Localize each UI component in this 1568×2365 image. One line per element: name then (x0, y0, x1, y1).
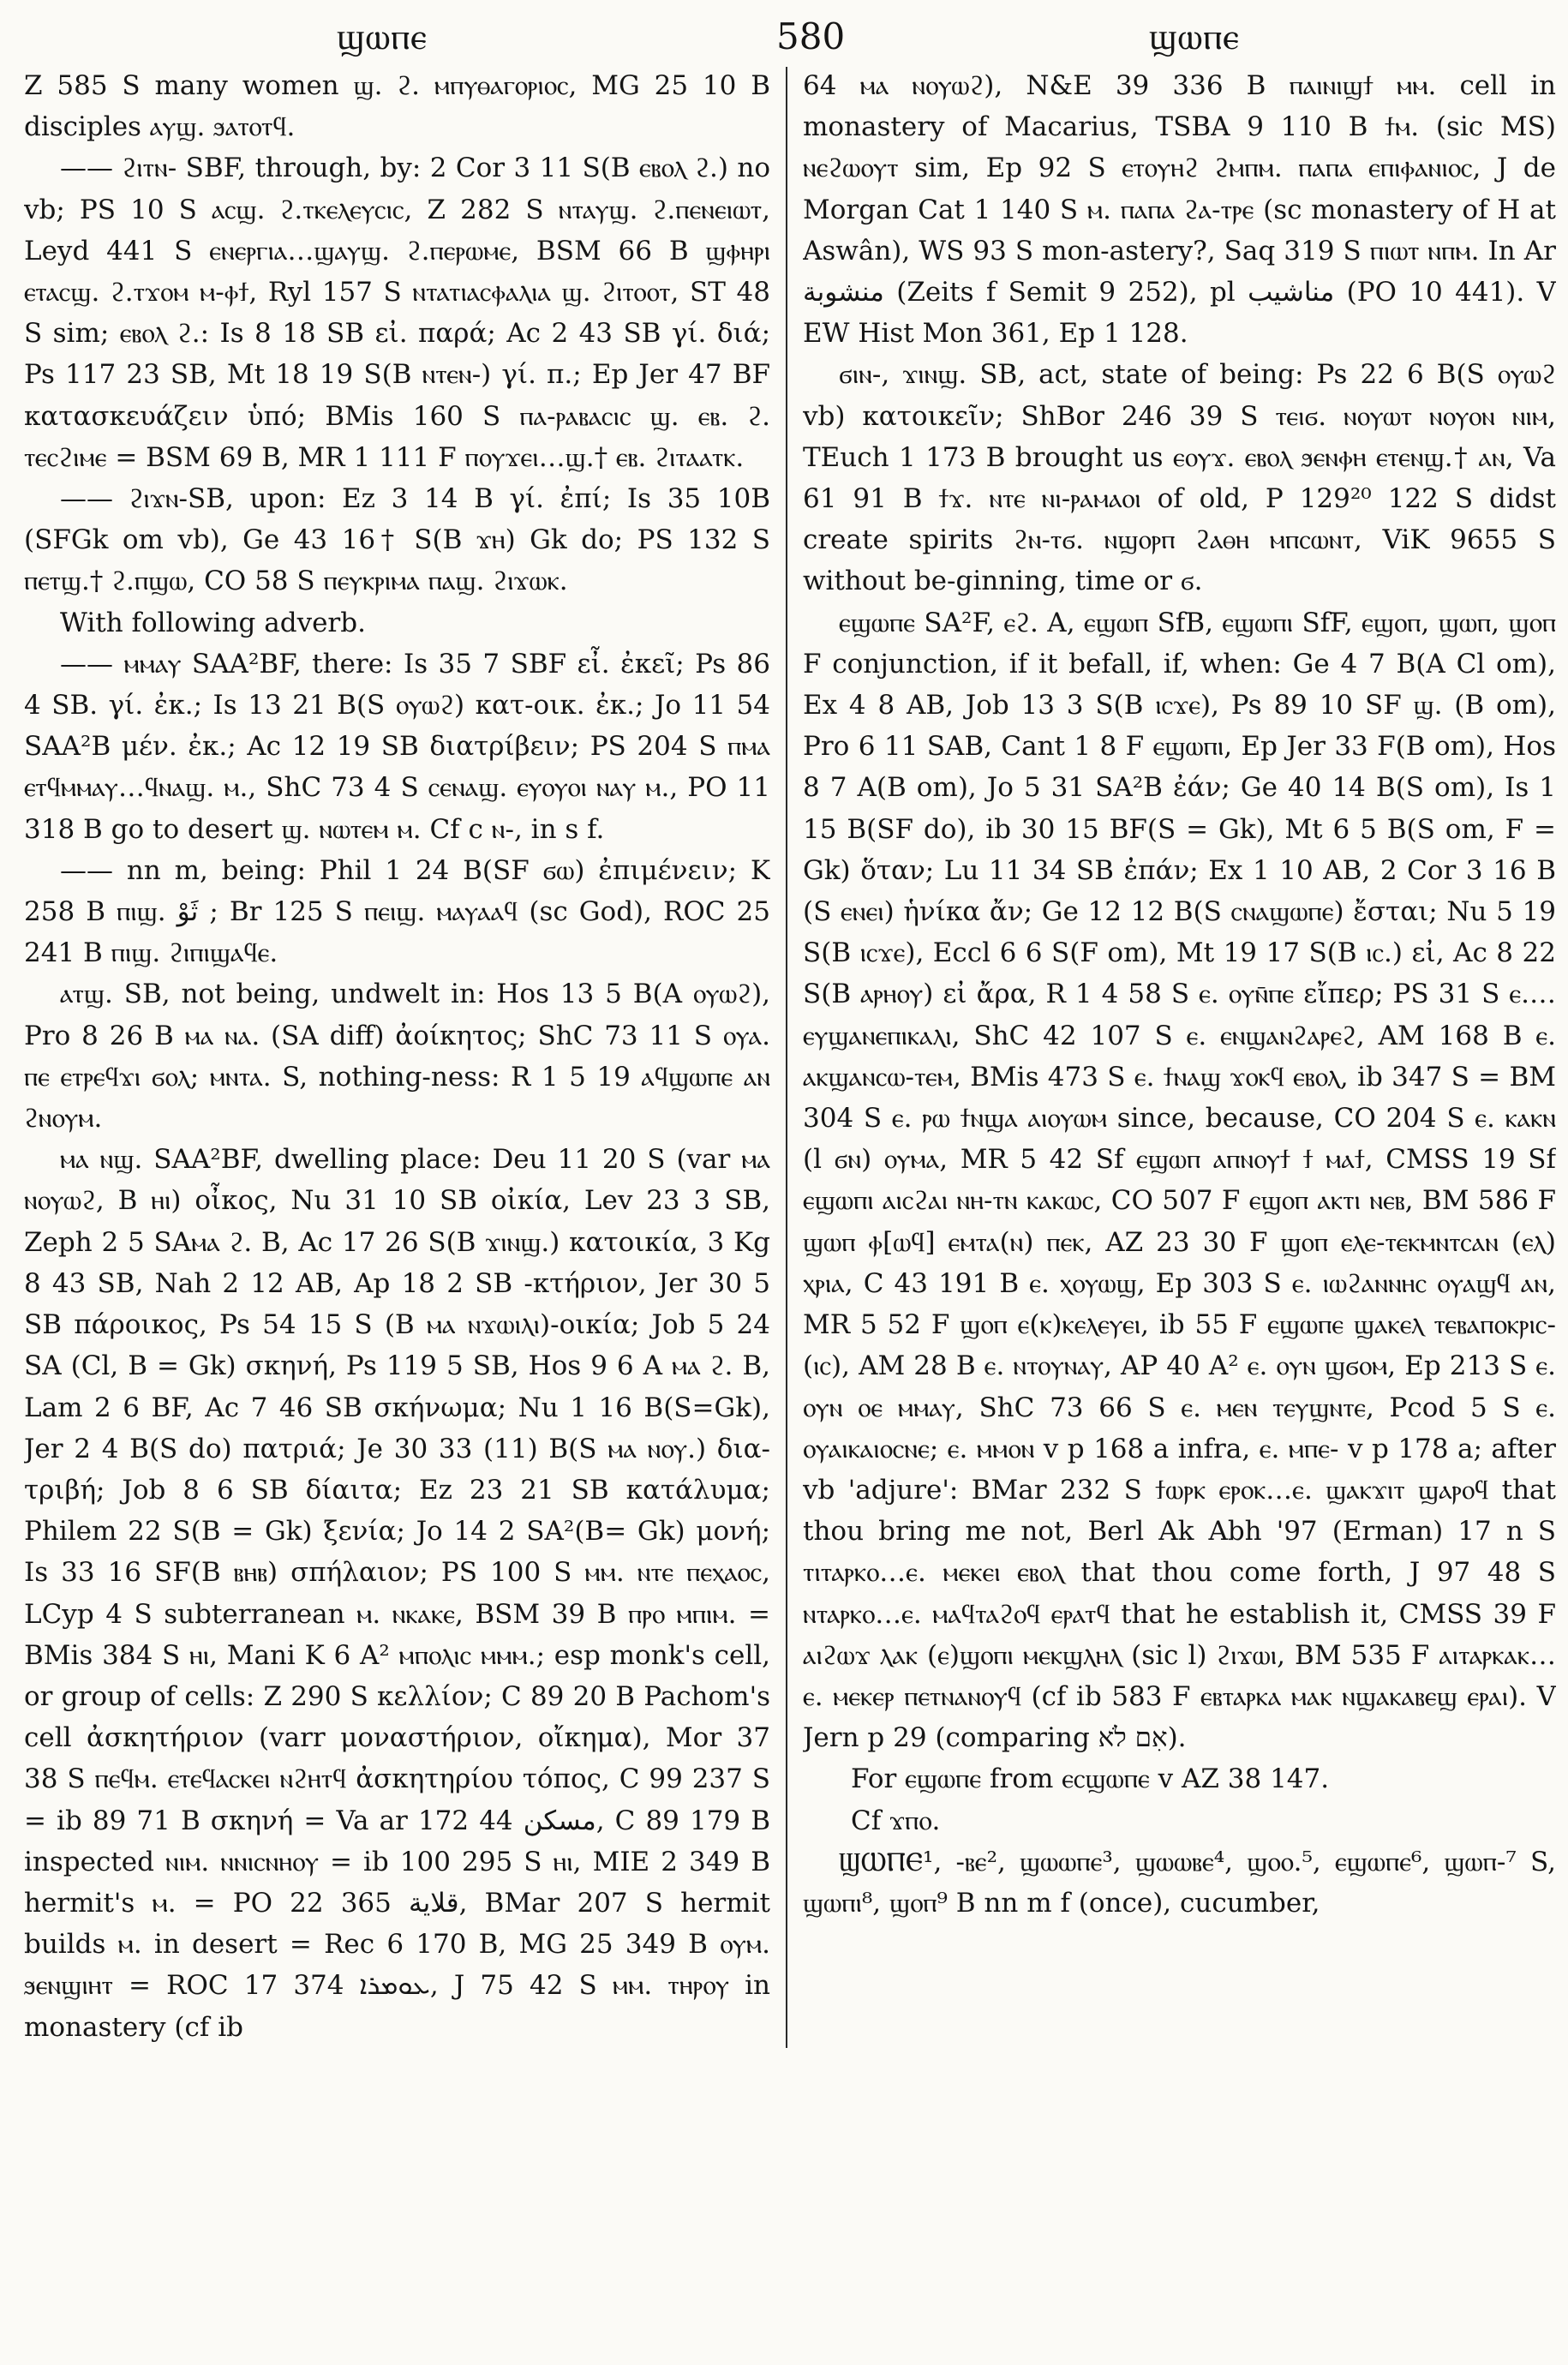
right-column (803, 65, 1556, 1924)
entry-paragraph: ⲙⲁ ⲛϣ. SAA²BF, dwelling place: Deu 11 20 S (var ⲙⲁ ⲛⲟⲩⲱϩ, B ⲏⲓ) οἶκος, Nu 31 10 SB οἰκία, Lev 23 3 SB, Zeph 2 5 SAⲙⲁ ϩ. B, Ac 17 26 S(B ϫⲓⲛϣ.) κατοικία, 3 Kg 8 43 SB, Nah 2 12 AB, Ap 18 2 SB -κτήριον, Jer 30 5 SB πάροικος, Ps 54 15 S (B ⲙⲁ ⲛϫⲱⲓⲗⲓ)-οικία; Job 5 24 SA (Cl, B = Gk) σκηνή, Ps 119 5 SB, Hos 9 6 A ⲙⲁ ϩ. B, Lam 2 6 BF, Ac 7 46 SB σκήνωμα; Nu 1 16 B(S=Gk), Jer 2 4 B(S do) πατριά; Je 30 33 (11) B(S ⲙⲁ ⲛⲟⲩ.) δια-τριβή; Job 8 6 SB δίαιτα; Ez 23 21 SB κατάλυμα; Philem 22 S(B = Gk) ξενία; Jo 14 2 SA²(B= Gk) μονή; Is 33 16 SF(B ⲃⲏⲃ) σπήλαιον; PS 100 S ⲙⲙ. ⲛⲧⲉ ⲡⲉⲭⲁⲟⲥ, LCyp 4 S subterranean ⲙ. ⲛⲕⲁⲕⲉ, BSM 39 B ⲡⲣⲟ ⲙⲡⲓⲙ. = BMis 384 S ⲏⲓ, Mani K 6 A² ⲙⲡⲟⲗⲓⲥ ⲙⲙⲙ.; esp monk's cell, or group of cells: Z 290 S κελλίον; C 89 20 B Pachom's cell ἀσκητήριον (varr μοναστήριον, οἴκημα), Mor 37 38 S ⲡⲉϥⲙ. ⲉⲧⲉϥⲁⲥⲕⲉⲓ ⲛϩⲏⲧϥ ἀσκητηρίου τόπος, C 99 237 S = ib 89 71 B σκηνή = Va ar 172 44 مسكن, C 89 179 B inspected ⲛⲓⲙ. ⲛⲛⲓⲥⲛⲏⲟⲩ = ib 100 295 S ⲏⲓ, MIE 2 349 B hermit's ⲙ. = PO 22 365 قلاية, BMar 207 S hermit builds ⲙ. in desert = Rec 6 170 B, MG 25 349 B ⲟⲩⲙ. ϧⲉⲛϣⲓⲏⲧ = ROC 17 374 ܥܘܡܪܐ, J 75 42 S ⲙⲙ. ⲧⲏⲣⲟⲩ in monastery (cf ib (24, 1144, 771, 2043)
columns (24, 65, 1556, 2048)
column-divider (786, 67, 787, 2048)
entry-paragraph: For ⲉϣⲱⲡⲉ from ⲉⲥϣⲱⲡⲉ v AZ 38 147. (851, 1763, 1330, 1795)
header-right-title: ϣⲱⲡⲉ (1149, 15, 1240, 57)
entry-paragraph: With following adverb. (60, 607, 366, 638)
entry-paragraph: Cf ϫⲡⲟ. (851, 1805, 941, 1836)
page-header (24, 9, 1556, 65)
entry-paragraph: —— ϩⲓϫⲛ-SB, upon: Ez 3 14 B γί. ἐπί; Is 35 10B (SFGk om vb), Ge 43 16† S(B ϫⲏ) Gk do; PS 132 S ⲡⲉⲧϣ.† ϩ.ⲡϣⲱ, CO 58 S ⲡⲉⲩⲕⲣⲓⲙⲁ ⲡⲁϣ. ϩⲓϫⲱⲕ. (24, 483, 771, 597)
entry-paragraph: Z 585 S many women ϣ. ϩ. ⲙⲡⲩⲑⲁⲅⲟⲣⲓⲟⲥ, MG 25 10 B disciples ⲁⲩϣ. ϧⲁⲧⲟⲧϥ. (24, 70, 771, 143)
entry-paragraph: ϭⲓⲛ-, ϫⲓⲛϣ. SB, act, state of being: Ps 22 6 B(S ⲟⲩⲱϩ vb) κατοικεῖν; ShBor 246 39 S ⲧⲉⲓϭ. ⲛⲟⲩⲱⲧ ⲛⲟⲩⲟⲛ ⲛⲓⲙ, TEuch 1 173 B brought us ⲉⲟⲩϫ. ⲉⲃⲟⲗ ϧⲉⲛⲫⲏ ⲉⲧⲉⲛϣ.† ⲁⲛ, Va 61 91 B ϯϫ. ⲛⲧⲉ ⲛⲓ-ⲣⲁⲙⲁⲟⲓ of old, P 129²⁰ 122 S didst create spirits ϩⲛ-ⲧϭ. ⲛϣⲟⲣⲡ ϩⲁⲑⲏ ⲙⲡⲥⲱⲛⲧ, ViK 9655 S without be-ginning, time or ϭ. (803, 359, 1556, 597)
entry-paragraph: —— ϩⲓⲧⲛ- SBF, through, by: 2 Cor 3 11 S(B ⲉⲃⲟⲗ ϩ.) no vb; PS 10 S ⲁⲥϣ. ϩ.ⲧⲕⲉⲗⲉⲩⲥⲓⲥ, Z 282 S ⲛⲧⲁⲩϣ. ϩ.ⲡⲉⲛⲉⲓⲱⲧ, Leyd 441 S ⲉⲛⲉⲣⲅⲓⲁ…ϣⲁⲩϣ. ϩ.ⲡⲉⲣⲱⲙⲉ, BSM 66 B ϣⲫⲏⲣⲓ ⲉⲧⲁⲥϣ. ϩ.ⲧϫⲟⲙ ⲙ-ⲫϯ, Ryl 157 S ⲛⲧⲁⲧⲓⲁⲥⲫⲁⲗⲓⲁ ϣ. ϩⲓⲧⲟⲟⲧ, ST 48 S sim; ⲉⲃⲟⲗ ϩ.: Is 8 18 SB εἰ. παρά; Ac 2 43 SB γί. διά; Ps 117 23 SB, Mt 18 19 S(B ⲛⲧⲉⲛ-) γί. π.; Ep Jer 47 BF κατασκευάζειν ὑπό; BMis 160 S ⲡⲁ-ⲣⲁⲃⲁⲥⲓⲥ ϣ. ⲉⲃ. ϩ. ⲧⲉⲥϩⲓⲙⲉ = BSM 69 B, MR 1 111 F ⲡⲟⲩϫⲉⲓ…ϣ.† ⲉⲃ. ϩⲓⲧⲁⲁⲧⲕ. (24, 153, 771, 473)
entry-paragraph: ⲉϣⲱⲡⲉ SA²F, ⲉϩ. A, ⲉϣⲱⲡ SfB, ⲉϣⲱⲡⲓ SfF, ⲉϣⲟⲡ, ϣⲱⲡ, ϣⲟⲡ F conjunction, if it befall, if, when: Ge 4 7 B(A Cl om), Ex 4 8 AB, Job 13 3 S(B ⲓⲥϫⲉ), Ps 89 10 SF ϣ. (B om), Pro 6 11 SAB, Cant 1 8 F ⲉϣⲱⲡⲓ, Ep Jer 33 F(B om), Hos 8 7 A(B om), Jo 5 31 SA²B ἐάν; Ge 40 14 B(S om), Is 1 15 B(SF do), ib 30 15 BF(S = Gk), Mt 6 5 B(S om, F = Gk) ὅταν; Lu 11 34 SB ἐπάν; Ex 1 10 AB, 2 Cor 3 16 B (S ⲉⲛⲉⲓ) ἡνίκα ἄν; Ge 12 12 B(S ⲥⲛⲁϣⲱⲡⲉ) ἔσται; Nu 5 19 S(B ⲓⲥϫⲉ), Eccl 6 6 S(F om), Mt 19 17 S(B ⲓⲥ.) εἰ, Ac 8 22 S(B ⲁⲣⲏⲟⲩ) εἰ ἄρα, R 1 4 58 S ⲉ. ⲟⲩⲛ̄ⲡⲉ εἴπερ; PS 31 S ⲉ.… ⲉⲩϣⲁⲛⲉⲡⲓⲕⲁⲗⲓ, ShC 42 107 S ⲉ. ⲉⲛϣⲁⲛϩⲁⲣⲉϩ, AM 168 B ⲉ. ⲁⲕϣⲁⲛⲥⲱ-ⲧⲉⲙ, BMis 473 S ⲉ. ϯⲛⲁϣ ϫⲟⲕϥ ⲉⲃⲟⲗ, ib 347 S = BM 304 S ⲉ. ⲣⲱ ϯⲛϣⲁ ⲁⲓⲟⲩⲱⲙ since, because, CO 204 S ⲉ. ⲕⲁⲕⲛ (l ϭⲛ) ⲟⲩⲙⲁ, MR 5 42 Sf ⲉϣⲱⲡ ⲁⲡⲛⲟⲩϯ ϯ ⲙⲁϯ, CMSS 19 Sf ⲉϣⲱⲡⲓ ⲁⲓⲥϩⲁⲓ ⲛⲏ-ⲧⲛ ⲕⲁⲕⲱⲥ, CO 507 F ⲉϣⲟⲡ ⲁⲕⲧⲓ ⲛⲉⲃ, BM 586 F ϣⲱⲡ ⲫ[ⲱϥ] ⲉⲙⲧⲁ(ⲛ) ⲡⲉⲕ, AZ 23 30 F ϣⲟⲡ ⲉⲗⲉ-ⲧⲉⲕⲙⲛⲧⲥⲁⲛ (ⲉⲗ) ⲭⲣⲓⲁ, C 43 191 B ⲉ. ⲭⲟⲩⲱϣ, Ep 303 S ⲉ. ⲓⲱϩⲁⲛⲛⲏⲥ ⲟⲩⲁϣϥ ⲁⲛ, MR 5 52 F ϣⲟⲡ ⲉ(ⲕ)ⲕⲉⲗⲉⲩⲉⲓ, ib 55 F ⲉϣⲱⲡⲉ ϣⲁⲕⲉⲗ ⲧⲉⲃⲁⲡⲟⲕⲣⲓⲥ-(ⲓⲥ), AM 28 B ⲉ. ⲛⲧⲟⲩⲛⲁⲩ, AP 40 A² ⲉ. ⲟⲩⲛ ϣϭⲟⲙ, Ep 213 S ⲉ. ⲟⲩⲛ ⲟⲉ ⲙⲙⲁⲩ, ShC 73 66 S ⲉ. ⲙⲉⲛ ⲧⲉⲩϣⲛⲧⲉ, Pcod 5 S ⲉ. ⲟⲩⲁⲓⲕⲁⲓⲟⲥⲛⲉ; ⲉ. ⲙⲙⲟⲛ v p 168 a infra, ⲉ. ⲙⲡⲉ- v p 178 a; after vb 'adjure': BMar 232 S ϯⲱⲣⲕ ⲉⲣⲟⲕ…ⲉ. ϣⲁⲕϫⲓⲧ ϣⲁⲣⲟϥ that thou bring me not, Berl Ak Abh '97 (Erman) 17 n S ⲧⲓⲧⲁⲣⲕⲟ…ⲉ. ⲙⲉⲕⲉⲓ ⲉⲃⲟⲗ that thou come forth, J 97 48 S ⲛⲧⲁⲣⲕⲟ…ⲉ. ⲙⲁϥⲧⲁϩⲟϥ ⲉⲣⲁⲧϥ that he establish it, CMSS 39 F ⲁⲓϩⲱϫ ⲗⲁⲕ (ⲉ)ϣⲟⲡⲓ ⲙⲉⲕϣⲗⲏⲗ (sic l) ϩⲓϫⲱⲓ, BM 535 F ⲁⲓⲧⲁⲣⲕⲁⲕ…ⲉ. ⲙⲉⲕⲉⲣ ⲡⲉⲧⲛⲁⲛⲟⲩϥ (cf ib 583 F ⲉⲃⲧⲁⲣⲕⲁ ⲙⲁⲕ ⲛϣⲁⲕⲁⲃⲉϣ ⲉⲣⲁⲓ). V Jern p 29 (comparing אִם לֹא). (803, 607, 1556, 1754)
entry-paragraph: —— nn m, being: Phil 1 24 B(SF ϭⲱ) ἐπιμένειν; K 258 B ⲡⲓϣ. ثَوْ ; Br 125 S ⲡⲉⲓϣ. ⲙⲁⲩⲁⲁϥ (sc God), ROC 25 241 B ⲡⲓϣ. ϩⲓⲡⲓϣⲁϥⲉ. (24, 854, 771, 969)
entry-paragraph: ⲁⲧϣ. SB, not being, undwelt in: Hos 13 5 B(A ⲟⲩⲱϩ), Pro 8 26 B ⲙⲁ ⲛⲁ. (SA diff) ἀοίκητος; ShC 73 11 S ⲟⲩⲁ. ⲡⲉ ⲉⲧⲣⲉϥϫⲓ ϭⲟⲗ; ⲙⲛⲧⲁ. S, nothing-ness: R 1 5 19 ⲁϥϣⲱⲡⲉ ⲁⲛ ϩⲛⲟⲩⲙ. (24, 979, 771, 1135)
entry-paragraph: 64 ⲙⲁ ⲛⲟⲩⲱϩ), N&E 39 336 B ⲡⲁⲓⲛⲓϣϯ ⲙⲙ. cell in monastery of Macarius, TSBA 9 110 B ϯⲙ. (sic MS) ⲛⲉϩⲱⲟⲩⲧ sim, Ep 92 S ⲉⲧⲟⲩⲏϩ ϩⲙⲡⲙ. ⲡⲁⲡⲁ ⲉⲡⲓⲫⲁⲛⲓⲟⲥ, J de Morgan Cat 1 140 S ⲙ. ⲡⲁⲡⲁ ϩⲁ-ⲧⲣⲉ (sc monastery of H at Aswân), WS 93 S mon-astery?, Saq 319 S ⲡⲓⲱⲧ ⲛⲡⲙ. In Ar منشوبة (Zeits f Semit 9 252), pl مناشيب (PO 10 441). V EW Hist Mon 361, Ep 1 128. (803, 70, 1556, 350)
left-column (24, 65, 770, 2048)
header-left-title: ϣⲱⲡⲉ (337, 15, 428, 57)
headword-entry: ϢⲰⲠⲈ¹, -ⲃⲉ², ϣⲱⲱⲡⲉ³, ϣⲱⲱⲃⲉ⁴, ϣⲟⲟ.⁵, ⲉϣⲱⲡⲉ⁶, ϣⲱⲡ-⁷ S, ϣⲱⲡⲓ⁸, ϣⲟⲡ⁹ B nn m f (once), cucumber, (803, 1846, 1556, 1919)
entry-paragraph: —— ⲙⲙⲁⲩ SAA²BF, there: Is 35 7 SBF εἶ. ἐκεῖ; Ps 86 4 SB. γί. ἐκ.; Is 13 21 B(S ⲟⲩⲱϩ) κατ-οικ. ἐκ.; Jo 11 54 SAA²B μέν. ἐκ.; Ac 12 19 SB διατρίβειν; PS 204 S ⲡⲙⲁ ⲉⲧϥⲙⲙⲁⲩ…ϥⲛⲁϣ. ⲙ., ShC 73 4 S ⲥⲉⲛⲁϣ. ⲉⲩⲟⲩⲟⲓ ⲛⲁⲩ ⲙ., PO 11 318 B go to desert ϣ. ⲛⲱⲧⲉⲙ ⲙ. Cf c ⲛ-, in s f. (24, 648, 771, 845)
page-number: 580 (776, 15, 846, 57)
